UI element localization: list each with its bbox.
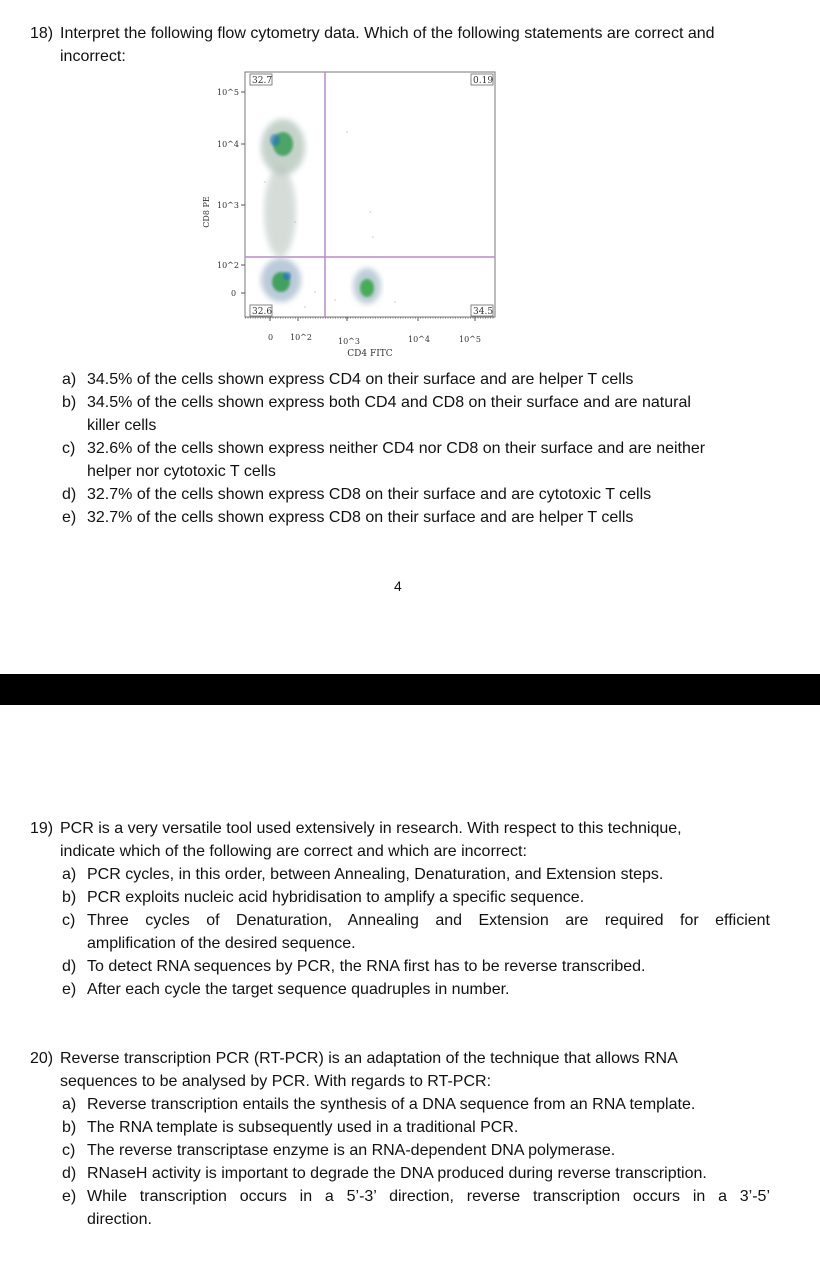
- option-text-continued: killer cells: [87, 417, 157, 434]
- q19-option-e: [62, 978, 770, 1001]
- y-axis: [217, 88, 245, 298]
- label-lower-left: [250, 305, 272, 317]
- q18-option-a: [62, 368, 770, 391]
- question-text: Reverse transcription PCR (RT-PCR) is an adaptation of the technique that allows RNA: [60, 1050, 678, 1067]
- option-text: Reverse transcription entails the synthesis of a DNA sequence from an RNA template.: [87, 1096, 696, 1113]
- option-text: PCR exploits nucleic acid hybridisation to amplify a specific sequence.: [87, 889, 585, 906]
- question-text-continued: sequences to be analysed by PCR. With regards to RT-PCR:: [60, 1073, 492, 1090]
- question-text: PCR is a very versatile tool used extensively in research. With respect to this technique,: [60, 820, 682, 837]
- option-text: 32.6% of the cells shown express neither CD4 nor CD8 on their surface and are neither: [87, 440, 706, 457]
- x-tick-1e5: 10^5: [459, 335, 481, 344]
- quadrant-ll-value: 32.6: [252, 307, 273, 317]
- option-letter: c): [62, 912, 76, 929]
- option-text: After each cycle the target sequence quadruples in number.: [87, 981, 510, 998]
- option-letter: a): [62, 371, 77, 388]
- option-text: The reverse transcriptase enzyme is an RNA-dependent DNA polymerase.: [87, 1142, 616, 1159]
- option-letter: b): [62, 394, 77, 411]
- q20-option-b: [62, 1116, 770, 1139]
- question-number: 19): [30, 820, 54, 837]
- q19-option-b: [62, 886, 770, 909]
- option-text: The RNA template is subsequently used in a traditional PCR.: [87, 1119, 519, 1136]
- x-tick-1e2: 10^2: [290, 333, 312, 342]
- x-axis-label: CD4 FITC: [347, 349, 393, 359]
- x-tick-1e3: 10^3: [338, 337, 360, 346]
- q20-option-e: [62, 1185, 770, 1231]
- x-tick-1e4: 10^4: [408, 335, 430, 344]
- q20-option-d: [62, 1162, 770, 1185]
- option-letter: c): [62, 1142, 76, 1159]
- question-number: 18): [30, 25, 54, 42]
- option-text: 32.7% of the cells shown express CD8 on their surface and are cytotoxic T cells: [87, 486, 652, 503]
- q19-option-d: [62, 955, 770, 978]
- option-text: PCR cycles, in this order, between Annealing, Denaturation, and Extension steps.: [87, 866, 664, 883]
- y-tick-1e2: 10^2: [217, 261, 239, 270]
- double-negative-population: [261, 258, 301, 302]
- option-letter: d): [62, 486, 77, 503]
- question-number: 20): [30, 1050, 54, 1067]
- option-letter: b): [62, 889, 77, 906]
- label-lower-right: [471, 305, 493, 317]
- option-letter: e): [62, 1188, 77, 1205]
- y-axis-label: CD8 PE: [202, 196, 211, 228]
- q20-option-c: [62, 1139, 770, 1162]
- question-text: Interpret the following flow cytometry data. Which of the following statements are correct and: [60, 25, 715, 42]
- label-upper-right: [471, 74, 493, 86]
- quadrant-lr-value: 34.5: [473, 307, 494, 317]
- option-text: 34.5% of the cells shown express CD4 on their surface and are helper T cells: [87, 371, 634, 388]
- label-upper-left: [250, 74, 272, 86]
- option-text: While transcription occurs in a 5’-3’ direction, reverse transcription occurs in a 3’-5’: [87, 1188, 770, 1205]
- q19-option-c: [62, 909, 770, 955]
- x-axis: [245, 317, 495, 346]
- page-break-bar: [0, 674, 820, 705]
- x-tick-0: 0: [268, 333, 274, 342]
- y-tick-1e5: 10^5: [217, 88, 239, 97]
- option-text: Three cycles of Denaturation, Annealing and Extension are required for efficient: [87, 912, 770, 929]
- option-text-continued: helper nor cytotoxic T cells: [87, 463, 276, 480]
- option-letter: a): [62, 1096, 77, 1113]
- quadrant-ul-value: 32.7: [252, 76, 273, 86]
- flow-cytometry-plot: [195, 62, 515, 362]
- y-tick-1e3: 10^3: [217, 201, 239, 210]
- question-text-continued: indicate which of the following are correct and which are incorrect:: [60, 843, 527, 860]
- y-tick-1e4: 10^4: [217, 140, 239, 149]
- q18-option-d: [62, 483, 770, 506]
- quadrant-ur-value: 0.19: [473, 76, 494, 86]
- question-19-stem: [30, 817, 770, 863]
- option-text: 34.5% of the cells shown express both CD4 and CD8 on their surface and are natural: [87, 394, 691, 411]
- option-letter: d): [62, 958, 77, 975]
- option-letter: c): [62, 440, 76, 457]
- q19-option-a: [62, 863, 770, 886]
- option-letter: e): [62, 509, 77, 526]
- question-20-stem: [30, 1047, 770, 1093]
- question-text-continued: incorrect:: [60, 48, 126, 65]
- option-letter: b): [62, 1119, 77, 1136]
- q18-option-e: [62, 506, 770, 529]
- option-text: 32.7% of the cells shown express CD8 on their surface and are helper T cells: [87, 509, 634, 526]
- q18-option-c: [62, 437, 770, 483]
- option-letter: a): [62, 866, 77, 883]
- q20-option-a: [62, 1093, 770, 1116]
- option-text-continued: direction.: [87, 1211, 152, 1228]
- option-letter: e): [62, 981, 77, 998]
- y-tick-0: 0: [231, 289, 237, 298]
- option-letter: d): [62, 1165, 77, 1182]
- cd4-positive-population: [353, 268, 381, 304]
- option-text: RNaseH activity is important to degrade the DNA produced during reverse transcription.: [87, 1165, 707, 1182]
- q18-option-b: [62, 391, 770, 437]
- page-number: 4: [394, 578, 402, 594]
- option-text: To detect RNA sequences by PCR, the RNA first has to be reverse transcribed.: [87, 958, 646, 975]
- option-text-continued: amplification of the desired sequence.: [87, 935, 356, 952]
